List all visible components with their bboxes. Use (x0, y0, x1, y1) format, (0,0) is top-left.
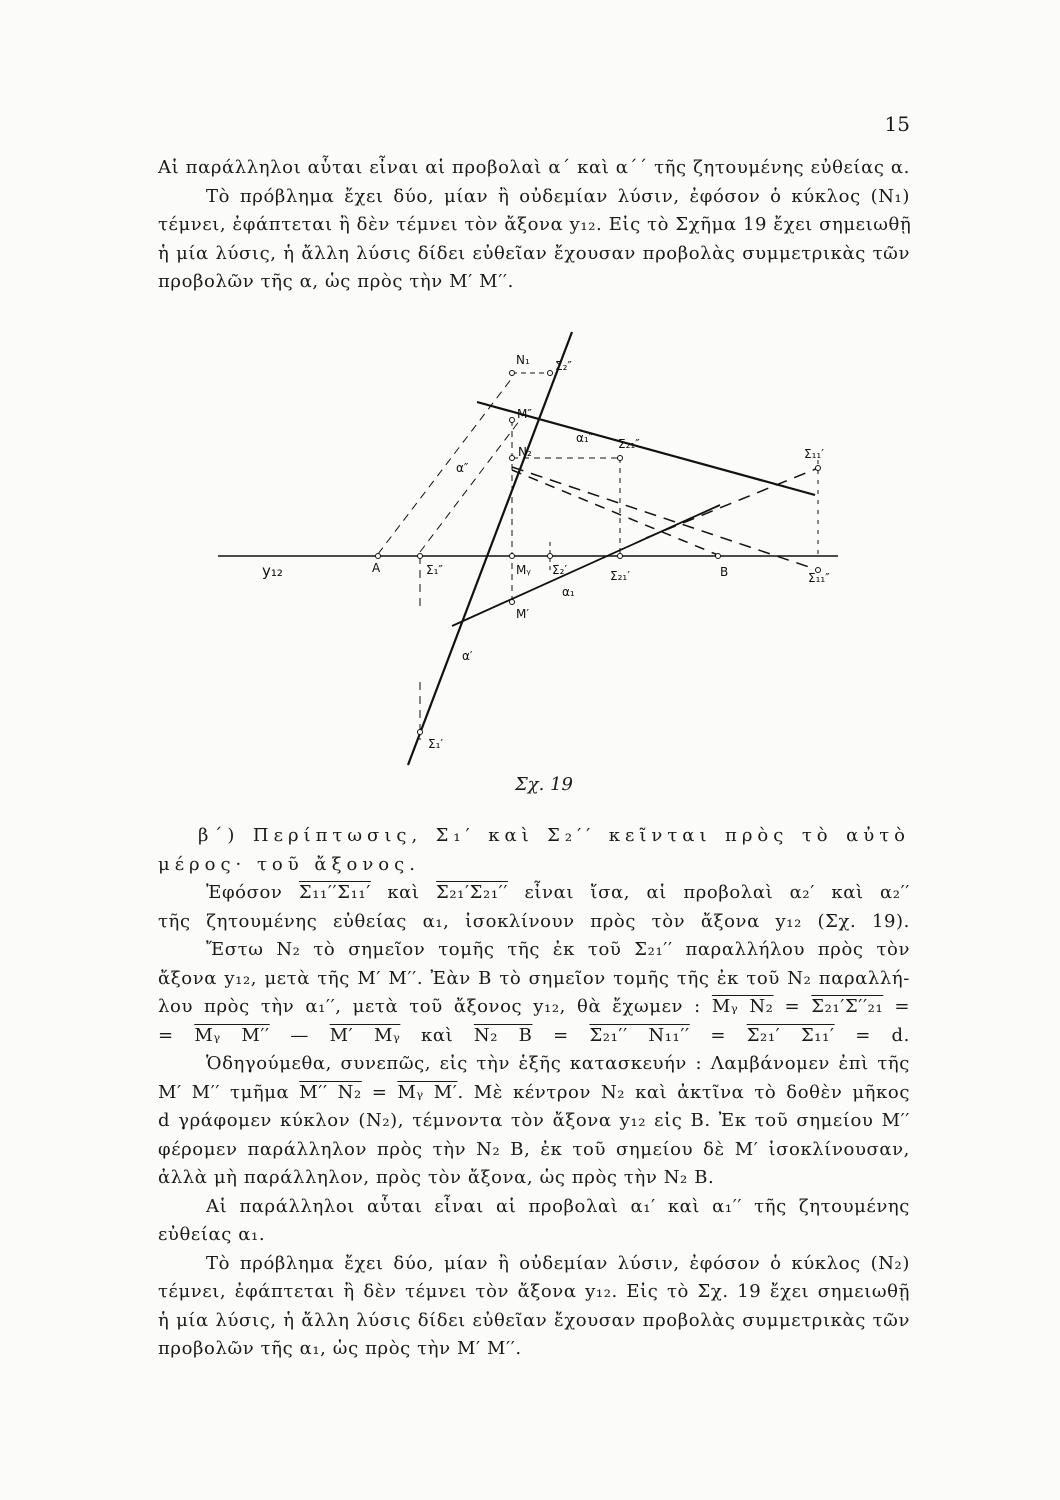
segment-overlined: M′ Mᵧ (329, 1024, 401, 1046)
label-a: A (372, 561, 381, 575)
text-line: Αἱ παράλληλοι αὗται εἶναι αἱ προβολαὶ α₁′ καὶ α₁′′ τῆς ζητουμένης (206, 1195, 910, 1217)
dashed-line-s11 (646, 468, 818, 538)
segment-overlined: Σ₁₁′′Σ₁₁′ (298, 882, 371, 903)
segment-overlined: N₂ B (473, 1024, 533, 1046)
point-s2-double-prime (548, 371, 553, 376)
text-line: ἄξονα y₁₂, μετὰ τῆς M′ M′′. Ἐὰν B τὸ σημεῖον τομῆς τῆς ἐκ τοῦ N₂ παραλλή- (158, 967, 910, 989)
segment-overlined: Σ₂₁′Σ′′₂₁ (811, 996, 884, 1017)
point-s21-double-prime (618, 456, 623, 461)
dashed-line-s1-m (420, 420, 520, 552)
paragraph-case-b (158, 822, 910, 1364)
label-s21-double-prime: Σ₂₁″ (618, 437, 640, 451)
point-s21-prime (618, 554, 623, 559)
text-span: — (290, 1024, 309, 1046)
label-n1: N₁ (516, 353, 530, 367)
text-span: = (784, 996, 801, 1017)
text-span: καὶ (387, 882, 420, 903)
point-s1-prime (418, 730, 423, 735)
label-m-prime: M′ (516, 607, 530, 621)
line-a1-prime (452, 505, 720, 626)
label-a1-double-prime: α₁″ (576, 431, 594, 445)
segment-overlined: Σ₂₁′Σ₂₁′′ (436, 882, 509, 903)
text-line: Ἔστω N₂ τὸ σημεῖον τομῆς τῆς ἐκ τοῦ Σ₂₁′′ παραλλήλου πρὸς τὸν (206, 939, 910, 960)
text-line: εὐθείας α₁. (158, 1224, 266, 1245)
label-my: Mᵧ (516, 563, 531, 577)
text-span: = d. (855, 1024, 910, 1046)
text-line (158, 879, 910, 908)
label-s2-prime: Σ₂′ (552, 563, 568, 577)
label-a-double-prime: α″ (456, 461, 469, 475)
text-line: τῆς ζητουμένης εὐθείας α₁, ἰσοκλίνουν πρὸς τὸν ἄξονα y₁₂ (Σχ. 19). (158, 910, 910, 932)
text-span: λου πρὸς τὴν α₁′′, μετὰ τοῦ ἄξονος y₁₂, θὰ ἔχωμεν : (158, 996, 701, 1017)
label-s2-double-prime: Σ₂″ (555, 359, 572, 373)
figure-19 (190, 320, 850, 800)
text-line: Τὸ πρόβλημα ἔχει δύο, μίαν ἢ οὐδεμίαν λύσιν, ἐφόσον ὁ κύκλος (N₂) (206, 1252, 910, 1274)
text-span: M′ M′′ τμῆμα (158, 1081, 290, 1103)
text-span: Ἐφόσον (206, 882, 283, 903)
dashed-line-n2-b (512, 470, 718, 555)
point-m-double-prime (510, 418, 515, 423)
segment-overlined: Mᵧ N₂ (711, 996, 774, 1017)
label-a-prime: α′ (462, 649, 473, 663)
point-s2-prime (548, 554, 553, 559)
segment-overlined: Mᵧ M′ (397, 1081, 458, 1103)
label-s1-double-prime: Σ₁″ (426, 563, 443, 577)
point-n1 (510, 371, 515, 376)
point-a (376, 554, 381, 559)
geometric-diagram (190, 320, 850, 800)
label-m-double-prime: M″ (517, 407, 532, 421)
text-span: καὶ (420, 1024, 454, 1046)
segment-overlined: Σ₂₁′ Σ₁₁′ (746, 1024, 835, 1046)
text-line: Ὁδηγούμεθα, συνεπῶς, εἰς τὴν ἑξῆς κατασκευήν : Λαμβάνομεν ἐπὶ τῆς (206, 1053, 910, 1074)
text-line: τέμνει, ἐφάπτεται ἢ δὲν τέμνει τὸν ἄξονα y₁₂. Εἰς τὸ Σχ. 19 ἔχει σημειωθῇ (158, 1281, 910, 1302)
label-s1-prime: Σ₁′ (428, 737, 444, 751)
text-line: d γράφομεν κύκλον (N₂), τέμνοντα τὸν ἄξονα y₁₂ εἰς B. Ἐκ τοῦ σημείου M′′ (158, 1110, 910, 1131)
label-n2: N₂ (518, 445, 532, 459)
text-line: φέρομεν παράλληλον πρὸς τὴν N₂ B, ἐκ τοῦ σημείου δὲ M′ ἰσοκλίνουσαν, (158, 1138, 910, 1160)
section-heading-cont: μέρος· τοῦ ἄξονος. (158, 853, 420, 875)
text-line: προβολῶν τῆς α₁, ὡς πρὸς τὴν M′ M′′. (158, 1338, 522, 1359)
point-my (510, 554, 515, 559)
label-s21-prime: Σ₂₁′ (610, 569, 630, 583)
point-m-prime (510, 600, 515, 605)
line-a-prime (408, 332, 572, 765)
text-span: = (894, 996, 911, 1017)
text-line (158, 993, 910, 1022)
label-a1: α₁ (562, 585, 575, 599)
paragraph-solution-a (158, 154, 910, 297)
figure-caption: Σχ. 19 (515, 774, 573, 795)
label-y12: y₁₂ (262, 562, 283, 580)
text-span: = (553, 1024, 569, 1046)
text-span: . Μὲ κέντρον N₂ καὶ ἀκτῖνα τὸ δοθὲν μῆκος (457, 1081, 910, 1103)
segment-overlined: M′′ N₂ (299, 1081, 362, 1103)
text-line (158, 1079, 910, 1108)
text-line: Αἱ παράλληλοι αὗται εἶναι αἱ προβολαὶ α΄ καὶ α΄΄ τῆς ζητουμένης εὐθείας α. (158, 157, 910, 178)
text-span: = (371, 1081, 388, 1103)
dashed-line-a-n1 (378, 378, 512, 554)
segment-overlined: Σ₂₁′′ N₁₁′′ (589, 1024, 690, 1046)
point-n2 (510, 456, 515, 461)
text-line: προβολῶν τῆς α, ὡς πρὸς τὴν M′ M′′. (158, 271, 514, 292)
text-line: ἀλλὰ μὴ παράλληλον, πρὸς τὸν ἄξονα, ὡς πρὸς τὴν N₂ B. (158, 1167, 715, 1188)
point-s1-double-prime (418, 554, 423, 559)
text-line: τέμνει, ἐφάπτεται ἢ δὲν τέμνει τὸν ἄξονα y₁₂. Εἰς τὸ Σχῆμα 19 ἔχει σημειωθῇ (158, 214, 912, 235)
point-s11-prime (816, 466, 821, 471)
label-s11-double-prime: Σ₁₁″ (808, 571, 830, 585)
text-span: = (158, 1024, 174, 1046)
label-b: B (720, 565, 729, 579)
text-line (158, 1022, 910, 1051)
section-heading: β΄) Περίπτωσις, Σ₁′ καὶ Σ₂′′ κεῖνται πρὸς τὸ αὐτὸ (198, 825, 910, 846)
text-span: εἶναι ἴσα, αἱ προβολαὶ α₂′ καὶ α₂′′ (524, 882, 910, 903)
text-line: ἡ μία λύσις, ἡ ἄλλη λύσις δίδει εὐθεῖαν ἔχουσαν προβολὰς συμμετρικὰς τῶν (158, 1309, 910, 1331)
label-s11-prime: Σ₁₁′ (804, 447, 824, 461)
point-b (716, 554, 721, 559)
text-line: ἡ μία λύσις, ἡ ἄλλη λύσις δίδει εὐθεῖαν ἔχουσαν προβολὰς συμμετρικὰς τῶν (158, 242, 910, 264)
page-number: 15 (884, 112, 910, 136)
segment-overlined: Mᵧ M′′ (194, 1024, 270, 1046)
text-span: = (710, 1024, 727, 1046)
text-line: Τὸ πρόβλημα ἔχει δύο, μίαν ἢ οὐδεμίαν λύσιν, ἐφόσον ὁ κύκλος (N₁) (206, 185, 910, 207)
